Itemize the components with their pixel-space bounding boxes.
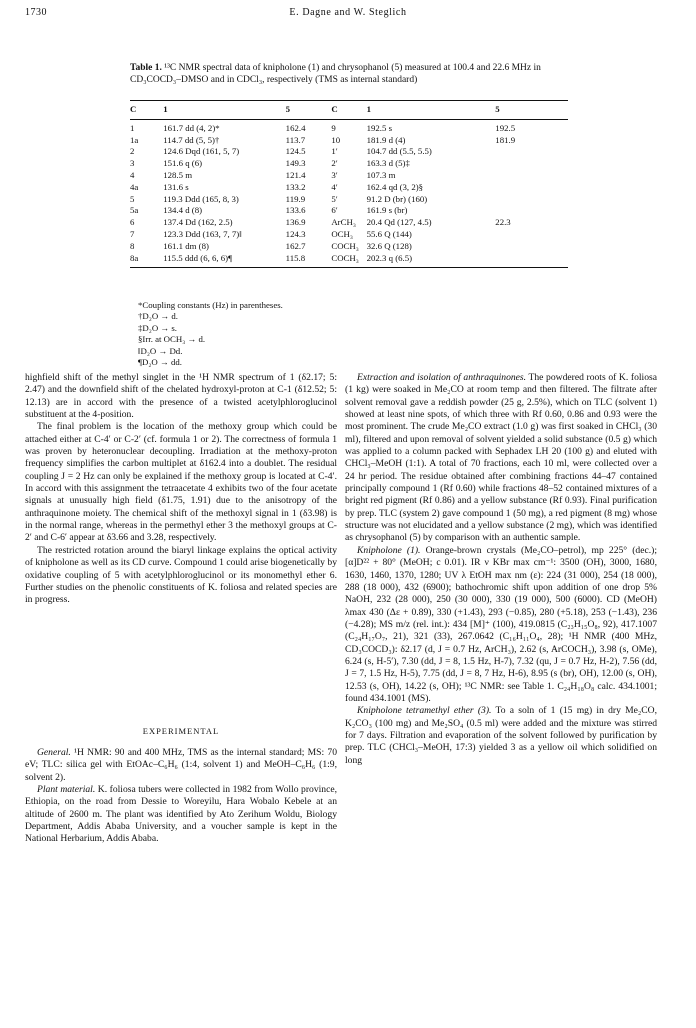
table-cell: 32.6 Q (128) [366,240,412,251]
paragraph-text: ¹H NMR: 90 and 400 MHz, TMS as the internal standard; MS: 70 eV; TLC: silica gel with EtOAc–C₆H₆ (1:4, solvent 1) and MeOH–C₆H₆ (1:9, solvent 2). [25,746,337,783]
table-cell: 202.3 q (6.5) [367,253,496,268]
table-cell: 22.3 [495,217,511,228]
footnote: †D₂O → d. [138,311,178,322]
table-cell: 124.3 [285,228,306,239]
paragraph-text: Orange-brown crystals (Me₂CO–petrol), mp 225° (dec.); [α]D²² + 80° (MeOH; c 0.01). IR ν KBr max cm⁻¹: 3500 (OH), 3000, 1680, 1630, 1460, 1370, 1280; UV λ EtOH max nm (ε): 224 (31 000), 254 (18 000), 288 (18 000), 432 (6900); bathochromic shift upon addition of one drop 5% NaOH, 232 (28 000), 250 (30 000), 330 (19 000), 500 (6000). CD (MeOH) λmax 430 (Δε + 0.89), 330 (+1.43), 293 (−0.85), 280 (+5.18), 253 (−1.43), 236 (−4.28); MS m/z (rel. int.): 434 [M]⁺ (100), 419.0815 (C₂₃H₁₅O₈, 92), 417.1007 (C₂₄H₁₇O₇, 21), 321 (33), 267.0642 (C₁₆H₁₁O₄, 28); ¹H NMR (400 MHz, CD₃COCD₃): δ2.17 (d, J = 0.7 Hz, ArCH₃), 2.62 (s, ArCOCH₃), 3.98 (s, OMe), 6.24 (s, H-5′), 7.30 (dd, J = 8, 1.5 Hz, H-7), 7.32 (qu, J = 0.7 Hz, H-2), 7.56 (dd, J = 7, 1.5 Hz, H-5), 7.75 (dd, J = 8, 7 Hz, H-6), 8.95 (s (br), OH), 12.00 (s, OH), 12.53 (s, OH), 14.22 (s, OH); ¹³C NMR: see Table 1. C₂₄H₁₈O₈ calc. 434.1001; found 434.1001 (MS). [345,544,657,704]
table-cell: 133.6 [285,205,306,216]
table-cell: 1′ [331,146,338,157]
table-cell: COCH₃ [331,253,366,268]
table-cell: 8 [130,240,135,251]
nmr-table [130,100,568,268]
running-head: E. Dagne and W. Steglich [289,7,407,18]
table-row [130,229,568,241]
table-row [130,170,568,182]
table-cell [495,253,568,268]
table-cell: 133.2 [285,181,306,192]
table-body [130,119,568,268]
table-cell: 4a [130,181,139,192]
table-cell: 136.9 [285,217,306,228]
table-row [130,205,568,217]
table-cell: 121.4 [285,169,306,180]
table-cell: 192.5 [495,122,516,133]
table-cell: 162.4 qd (3, 2)§ [366,181,424,192]
table-cell: ArCH₃ [331,217,356,228]
footnote: *Coupling constants (Hz) in parentheses. [138,300,283,310]
table-cell [495,170,568,182]
table-cell: 119.9 [285,193,306,204]
runin-heading: Extraction and isolation of anthraquinones. [357,372,527,383]
footnote: ‖D₂O → Dd. [138,345,183,356]
table-cell [495,194,568,206]
table-cell: 161.7 dd (4, 2)* [163,122,220,133]
paragraph-general [25,747,337,784]
table-cell: 5 [130,193,135,204]
section-heading-experimental: EXPERIMENTAL [142,725,220,736]
table-cell [495,241,568,253]
table-cell: 128.5 m [163,169,193,180]
table-cell: 181.9 d (4) [366,134,406,145]
paragraph: The final problem is the location of the methoxy group which could be attached either at C-4′ or C-2′ (cf. formula 1 or 2). The correctness of formula 1 was proven by heteronuclear decoupling. Irradiation at the methoxy-proton frequency simplifies the carbon multiplet at δ162.4 into a doublet. The residual coupling J = 2 Hz can only be explained if the methoxy group is located at C-4′. In accord with this assignment the tetraacetate 4 exhibits two of the four acetate signals at unusually high field (δ1.75, 1.91) due to the anisotropy of the anthraquinone moiety. The chemical shift of the methoxyl signal in 1 (δ3.98) is in the normal range, whereas in the permethyl ether 3 the methoxyl groups at C-2′ and C-6′ appear at δ3.66 and 3.28, respectively. [25,421,337,544]
table-cell: 119.3 Ddd (165, 8, 3) [163,193,239,204]
table-cell: 3 [130,158,135,169]
table-cell: 162.7 [285,240,306,251]
runin-heading: Knipholone (1). [357,544,421,556]
table-cell [495,182,568,194]
paragraph-text: The powdered roots of K. foliosa (1 kg) were soaked in Me₂CO at room temp and then filtered. The filtrate after solvent removal gave a reddish powder (25 g, 2.5%), which on TLC (solvent 1) showed at least nine spots, of which three with Rf 0.60, 0.86 and 0.93 were the most prominent. The crude Me₂CO extract (1.0 g) was first soaked in CHCl₃ (30 ml), filtered and upon removal of solvent yielded a solid substance (0.5 g) which was applied to a column packed with Sephadex LH 20 (100 g) and eluted with CHCl₃–MeOH (1:1). A total of 70 fractions, each 10 ml, were collected over a 24 hr period. The residue obtained after combining fractions 44–47 contained principally compound 1 (Rf 0.60) while fractions 48–52 contained mixtures of a bright red pigment (Rf 0.86) and a yellow substance (Rf 0.93). Final purification by prep. TLC (system 2) gave compound 1 (50 mg), a red pigment (8 mg) whose structure was not elucidated and a yellow substance (2 mg), which was identified as chrysophanol (5) by comparison with an authentic sample. [345,372,657,544]
table-cell: 4′ [331,181,338,192]
table-cell: 9 [331,122,336,133]
table-row [130,146,568,158]
table-cell: 131.6 s [163,181,189,192]
column-header: C [331,101,366,120]
table-cell: OCH₃ [331,228,353,239]
table-cell: 55.6 Q (144) [366,228,412,239]
table-cell: 4 [130,169,135,180]
table-cell: 161.9 s (br) [366,205,408,216]
table-cell: 5′ [331,193,338,204]
paragraph-text: K. foliosa tubers were collected in 1982 from Wollo province, Ethiopia, on the road from Dessie to Woreyilu, Hara Wobalo Kebele at an altitude of 2600 m. The plant was identified by Ato Zerihum Woldu, Biology Department, Addis Ababa University, and a voucher sample is kept in the National Herbarium, Addis Ababa. [25,783,337,845]
table-row [130,241,568,253]
table-cell: 163.3 d (5)‡ [366,158,410,169]
table-cell [495,229,568,241]
table-cell: 113.7 [285,134,306,145]
table-cell: 137.4 Dd (162, 2.5) [163,217,233,228]
table-cell: 114.7 dd (5, 5)† [163,134,220,145]
table-row [130,194,568,206]
table-cell: 161.1 dm (8) [163,240,209,251]
table-footnotes [138,300,283,368]
table-cell: 151.6 q (6) [163,158,203,169]
table-cell: 8a [130,253,163,268]
table-cell: 6 [130,217,135,228]
runin-heading: General. [37,746,71,758]
table-cell: 6′ [331,205,338,216]
table-cell: 181.9 [495,134,516,145]
table-cell: 3′ [331,169,338,180]
paragraph-knipholone [345,545,657,705]
paragraph-plant-material [25,784,337,846]
column-header: 1 [367,101,496,120]
table-cell: 1a [130,134,139,145]
table-cell: 104.7 dd (5.5, 5.5) [366,146,432,157]
paragraph-text: To a soln of 1 (15 mg) in dry Me₂CO, K₂CO₃ (100 mg) and Me₂SO₄ (0.5 ml) were added and the mixture was stirred for 7 days. Filtration and evaporation of the solvent followed by purification by prep. TLC (CHCl₃–MeOH, 17:3) yielded 3 as a yellow oil which solidified on long [345,705,657,766]
table-cell: 107.3 m [366,169,396,180]
table-cell: 149.3 [285,158,306,169]
table-cell: 123.3 Ddd (163, 7, 7)‖ [163,228,242,239]
runin-heading: Plant material. [37,783,96,795]
table-cell: 124.6 Dqd (161, 5, 7) [163,146,240,157]
table-cell: 2′ [331,158,338,169]
table-cell [495,205,568,217]
paragraph-tetramethyl-ether [345,705,657,767]
paragraph: The restricted rotation around the biaryl linkage explains the optical activity of knipholone as well as its CD curve. Compound 1 could arise biogenetically by oxidative coupling of 5 with acetylphloroglucinol or its monomethyl ether 6. Further studies on the phenolic constituents of K. foliosa and related species are in progress. [25,544,337,606]
table-cell: 7 [130,228,135,239]
table-cell: 20.4 Qd (127, 4.5) [366,217,432,228]
table-cell: 5a [130,205,139,216]
footnote: ¶D₂O → dd. [138,357,182,368]
table-row [130,182,568,194]
paragraph: highfield shift of the methyl singlet in the ¹H NMR spectrum of 1 (δ2.17; 5: 2.47) and the downfield shift of the chelated hydroxyl-proton at C-1 (δ12.52; 5: 12.13) are in accord with the presence of a twisted acetylphloroglucinol substituent at the 4-position. [25,372,337,421]
column-header: C [130,101,163,120]
footnote: §Irr. at OCH₃ → d. [138,334,206,345]
table-row [130,119,568,134]
runin-heading: Knipholone tetramethyl ether (3). [357,705,492,717]
table-caption-text: ¹³C NMR spectral data of knipholone (1) and chrysophanol (5) measured at 100.4 and 22.6 MHz in CD₃COCD₃–DMSO and in CDCl₃, respectively (TMS as internal standard) [130,63,541,85]
page-number: 1730 [25,7,47,18]
table-cell: 1 [130,122,135,133]
table-cell [495,158,568,170]
table-cell [495,146,568,158]
column-header: 5 [495,101,568,120]
table-row [130,158,568,170]
left-column [25,372,337,846]
table-cell: 192.5 s [366,122,393,133]
table-cell: 115.8 [286,253,332,268]
table-cell: 162.4 [285,122,306,133]
paragraph-extraction [345,372,657,545]
table-cell: 134.4 d (8) [163,205,203,216]
column-header: 5 [286,101,332,120]
table-caption [130,62,570,86]
table-header-row [130,101,568,120]
table-cell: 115.5 ddd (6, 6, 6)¶ [163,253,285,268]
table-cell: 124.5 [285,146,306,157]
table-cell: 91.2 D (br) (160) [366,193,428,204]
table-label: Table 1. [130,63,162,73]
right-column [345,372,657,767]
table-cell: 10 [331,134,341,145]
table-row [130,217,568,229]
table-cell: 2 [130,146,135,157]
footnote: ‡D₂O → s. [138,322,177,333]
column-header: 1 [163,101,285,120]
table-row [130,253,568,268]
table-cell: COCH₃ [331,240,359,251]
table-row [130,135,568,147]
